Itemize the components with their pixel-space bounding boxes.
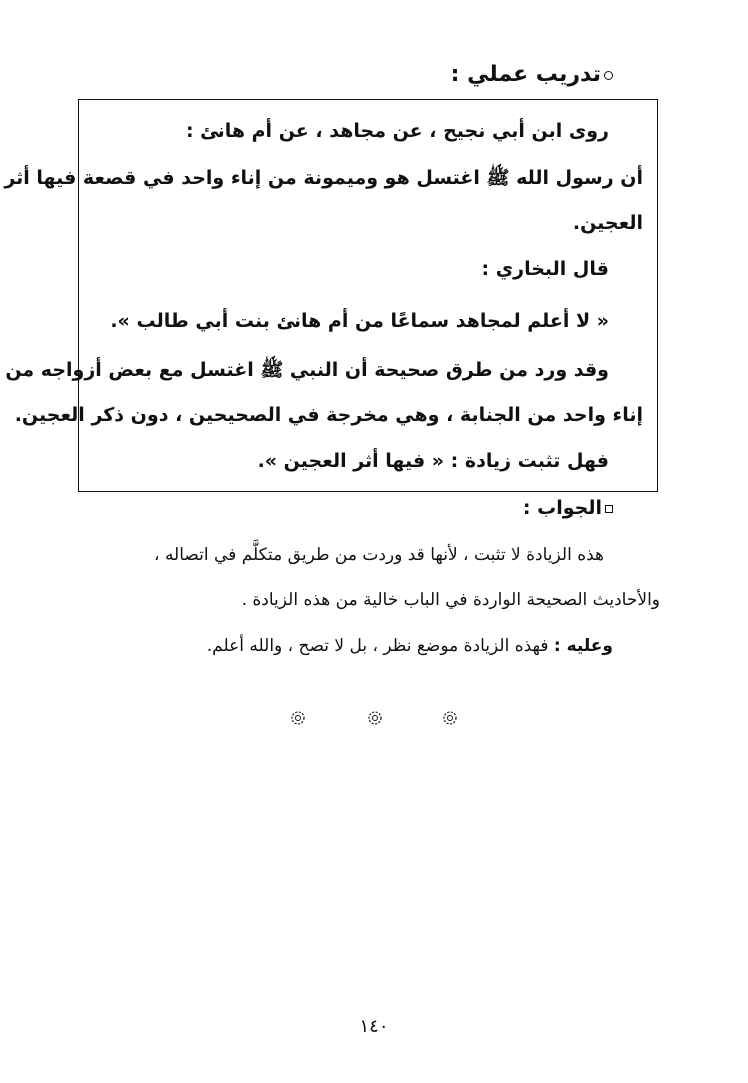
answer-heading-text: الجواب : [522, 497, 602, 519]
exercise-line-4: قال البخاري : [481, 258, 609, 280]
exercise-line-3: العجين. [572, 212, 643, 234]
exercise-line-8: فهل تثبت زيادة : « فيها أثر العجين ». [257, 450, 609, 472]
answer-heading [523, 497, 613, 519]
square-bullet-icon [605, 505, 613, 513]
exercise-line-5: « لا أعلم لمجاهد سماعًا من أم هانئ بنت أبي طالب ». [110, 310, 609, 332]
circle-bullet-icon [604, 71, 613, 80]
exercise-line-7: إناء واحد من الجنابة ، وهي مخرجة في الصحيحين ، دون ذكر العجين. [14, 404, 643, 426]
answer-line-2: والأحاديث الصحيحة الواردة في الباب خالية من هذه الزيادة . [241, 590, 660, 610]
exercise-line-1: روى ابن أبي نجيح ، عن مجاهد ، عن أم هانئ : [185, 120, 609, 142]
flower-ornament-icon [365, 708, 385, 728]
conclusion-text: فهذه الزيادة موضع نظر ، بل لا تصح ، والله أعلم. [206, 636, 554, 656]
conclusion-label: وعليه : [553, 636, 613, 656]
exercise-line-6: وقد ورد من طرق صحيحة أن النبي ﷺ اغتسل مع بعض أزواجه من [5, 359, 609, 381]
flower-ornament-icon [440, 708, 460, 728]
exercise-heading [93, 62, 613, 87]
exercise-box [4, 99, 658, 492]
page-number: ١٤٠ [359, 1016, 389, 1037]
section-divider [285, 708, 465, 732]
answer-line-1: هذه الزيادة لا تثبت ، لأنها قد وردت من طريق متكلَّم في اتصاله ، [154, 545, 604, 565]
flower-ornament-icon [288, 708, 308, 728]
exercise-line-2: أن رسول الله ﷺ اغتسل هو وميمونة من إناء واحد في قصعة فيها أثر [4, 167, 643, 189]
exercise-heading-text: تدريب عملي : [450, 62, 601, 87]
answer-conclusion [207, 636, 613, 656]
